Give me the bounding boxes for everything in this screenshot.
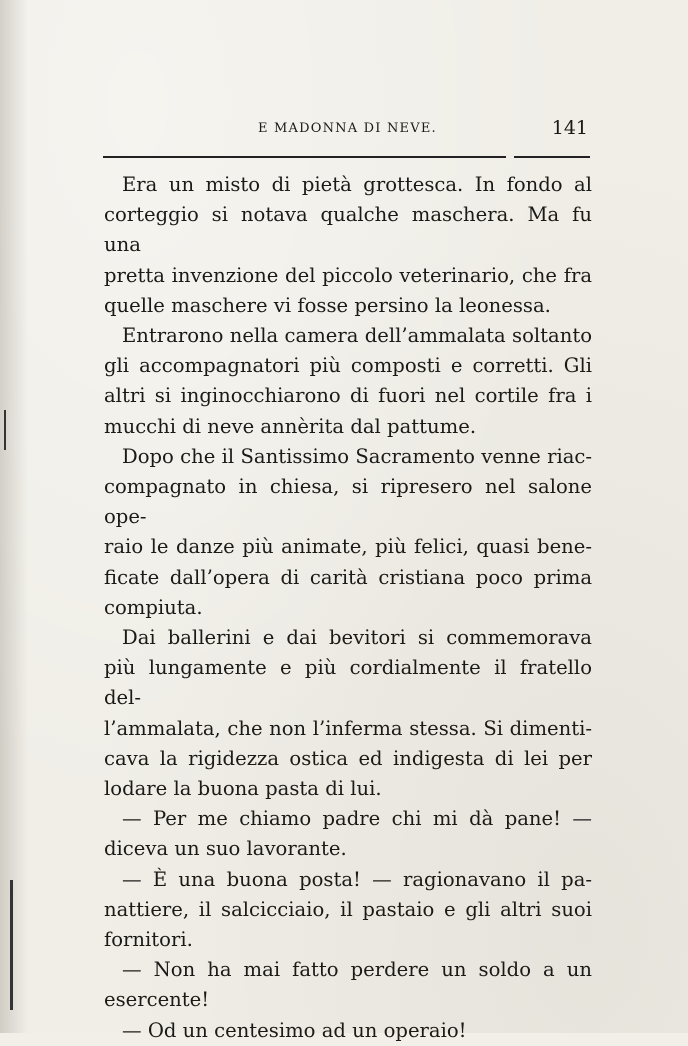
margin-mark (10, 880, 13, 1010)
text-line: Dai ballerini e dai bevitori si commemorava (122, 626, 592, 650)
text-line: esercente! (104, 988, 210, 1012)
running-head: E MADONNA DI NEVE. (258, 121, 437, 136)
text-line: — È una buona posta! — ragionavano il pa- (122, 867, 592, 891)
text-line: fornitori. (104, 928, 193, 952)
text-line: più lungamente e più cordialmente il fratello del- (104, 656, 592, 710)
text-line: compagnato in chiesa, si ripresero nel salone ope- (104, 475, 592, 529)
text-line: — Od un centesimo ad un operaio! (122, 1018, 467, 1042)
text-line: raio le danze più animate, più felici, quasi bene- (104, 535, 592, 559)
text-line: nattiere, il salcicciaio, il pastaio e gli altri suoi (104, 897, 592, 921)
text-line: cava la rigidezza ostica ed indigesta di lei per (104, 746, 592, 770)
page-header (100, 117, 590, 143)
text-line: lodare la buona pasta di lui. (104, 777, 382, 801)
text-line: Dopo che il Santissimo Sacramento venne riac- (122, 444, 592, 468)
header-rule (103, 156, 590, 158)
page-number: 141 (551, 117, 588, 139)
text-line: ficate dall’opera di carità cristiana poco prima (104, 565, 592, 589)
header-rule-gap (506, 153, 514, 159)
text-line: l’ammalata, che non l’inferma stessa. Si dimenti- (104, 716, 592, 740)
text-line: compiuta. (104, 595, 203, 619)
text-line: gli accompagnatori più composti e corretti. Gli (104, 354, 592, 378)
text-line: diceva un suo lavorante. (104, 837, 347, 861)
text-line: pretta invenzione del piccolo veterinario, che fra (104, 263, 592, 287)
text-line: corteggio si notava qualche maschera. Ma fu una (104, 203, 592, 257)
text-line: mucchi di neve annèrita dal pattume. (104, 414, 477, 438)
text-line: — Per me chiamo padre chi mi dà pane! — (122, 807, 592, 831)
page-gutter-shadow (0, 0, 28, 1033)
margin-mark (4, 410, 6, 450)
text-line: quelle maschere vi fosse persino la leonessa. (104, 293, 551, 317)
text-line: altri si inginocchiarono di fuori nel cortile fra i (104, 384, 592, 408)
text-line: Entrarono nella camera dell’ammalata soltanto (122, 324, 592, 348)
text-line: Era un misto di pietà grottesca. In fondo al (122, 173, 592, 196)
text-line: — Non ha mai fatto perdere un soldo a un (122, 958, 592, 982)
body-text (104, 170, 592, 1046)
